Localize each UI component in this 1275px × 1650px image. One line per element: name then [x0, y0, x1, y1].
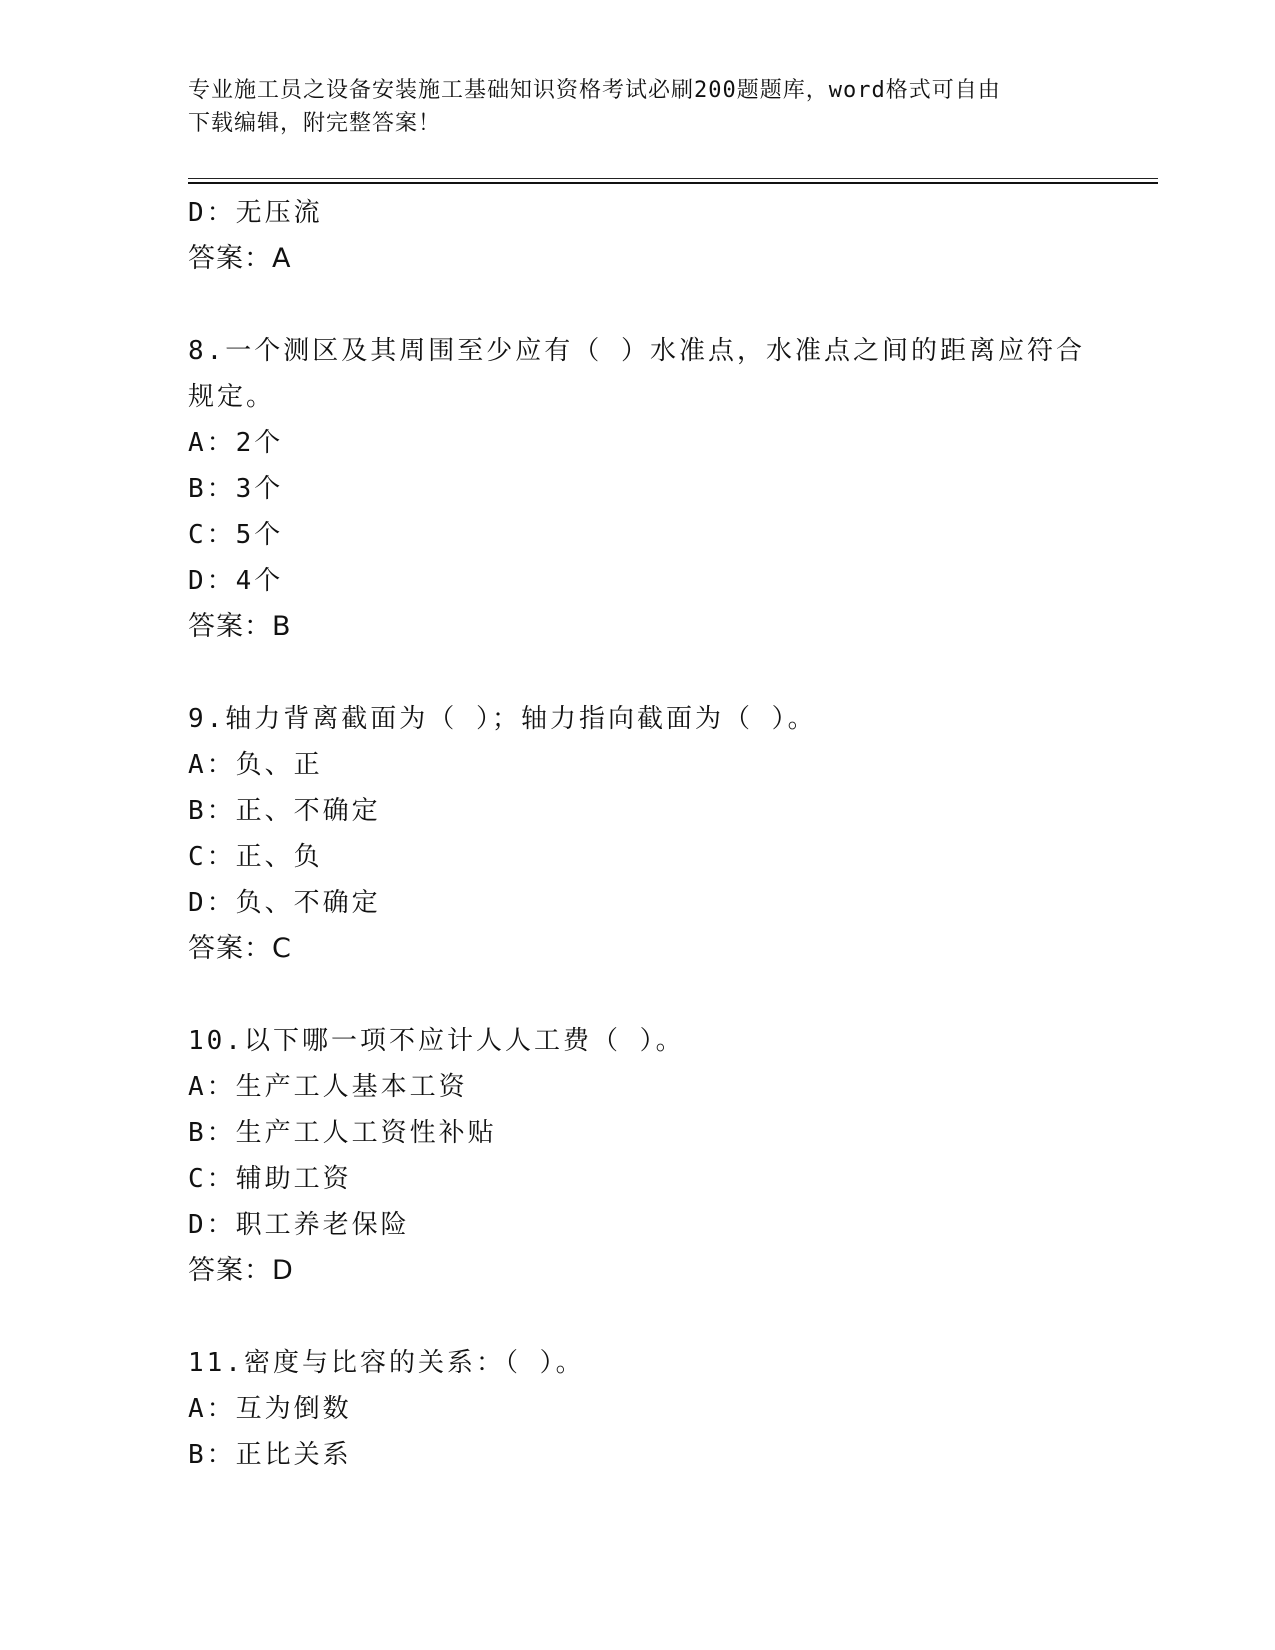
question-9-answer: 答案：C — [188, 933, 292, 964]
spacer — [188, 972, 1088, 1018]
question-8-title-line-1: 8.一个测区及其周围至少应有（ ）水准点，水准点之间的距离应符合 — [188, 336, 1085, 366]
question-11-title: 11.密度与比容的关系：（ ）。 — [188, 1348, 585, 1378]
question-11-option-b: B：正比关系 — [188, 1440, 352, 1470]
spacer — [188, 1294, 1088, 1340]
spacer — [188, 282, 1088, 328]
question-10-option-b: B：生产工人工资性补贴 — [188, 1118, 497, 1148]
question-9-title: 9.轴力背离截面为（ ）；轴力指向截面为（ ）。 — [188, 704, 817, 734]
question-11-option-a: A：互为倒数 — [188, 1394, 352, 1424]
header-title-line-2: 下载编辑，附完整答案！ — [188, 111, 442, 136]
question-10-title: 10.以下哪一项不应计人人工费（ ）。 — [188, 1026, 685, 1056]
question-8-option-a: A：2个 — [188, 428, 284, 458]
question-10-option-c: C：辅助工资 — [188, 1164, 352, 1194]
question-8-answer: 答案：B — [188, 611, 292, 642]
question-8-option-b: B：3个 — [188, 474, 284, 504]
document-header — [188, 74, 1068, 140]
question-8-option-c: C：5个 — [188, 520, 284, 550]
header-divider-thick — [188, 182, 1158, 184]
question-10-answer: 答案：D — [188, 1255, 294, 1286]
question-8-title-line-2: 规定。 — [188, 382, 276, 412]
question-10-option-d: D：职工养老保险 — [188, 1210, 410, 1240]
header-title-line-1: 专业施工员之设备安装施工基础知识资格考试必刷200题题库，word格式可自由 — [188, 78, 1001, 103]
question-9-option-d: D：负、不确定 — [188, 888, 381, 918]
question-list — [188, 190, 1088, 1478]
question-9-option-a: A：负、正 — [188, 750, 323, 780]
spacer — [188, 650, 1088, 696]
question-10-option-a: A：生产工人基本工资 — [188, 1072, 468, 1102]
prev-answer: 答案：A — [188, 243, 292, 274]
question-9-option-c: C：正、负 — [188, 842, 323, 872]
question-8-option-d: D：4个 — [188, 566, 284, 596]
prev-option-d: D：无压流 — [188, 198, 323, 228]
header-divider-thin — [188, 178, 1158, 179]
question-9-option-b: B：正、不确定 — [188, 796, 381, 826]
